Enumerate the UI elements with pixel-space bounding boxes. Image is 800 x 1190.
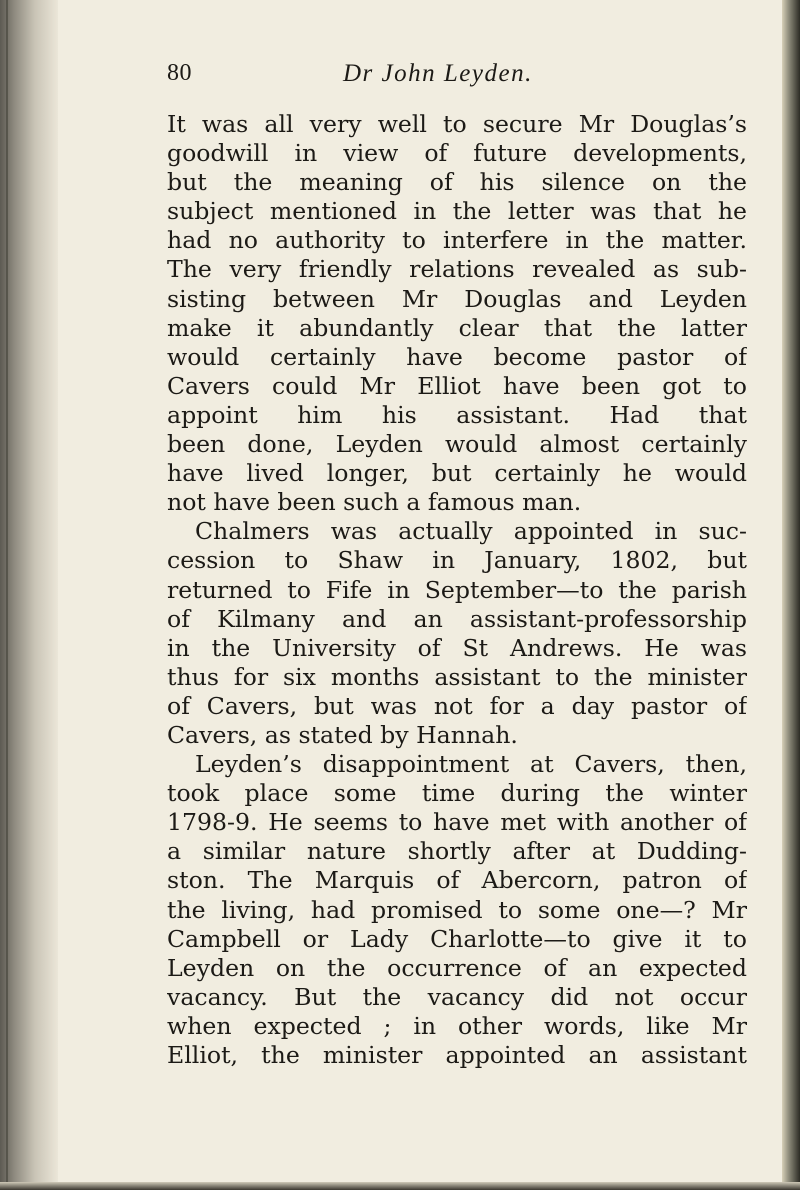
text-line: have lived longer, but certainly he would bbox=[167, 459, 747, 488]
text-line: been done, Leyden would almost certainly bbox=[167, 430, 747, 459]
page-number: 80 bbox=[167, 60, 192, 86]
page-gutter-shadow bbox=[0, 0, 58, 1190]
text-line: took place some time during the winter bbox=[167, 779, 747, 808]
text-line: make it abundantly clear that the latter bbox=[167, 313, 747, 342]
text-line: Elliot, the minister appointed an assistant bbox=[167, 1041, 747, 1069]
text-line: Leyden on the occurrence of an expected bbox=[167, 953, 747, 982]
text-line: had no authority to interfere in the matter. bbox=[167, 226, 747, 255]
text-line: goodwill in view of future developments, bbox=[167, 139, 747, 168]
text-line: sisting between Mr Douglas and Leyden bbox=[167, 284, 747, 313]
text-line: It was all very well to secure Mr Douglas’s bbox=[167, 110, 747, 138]
text-line: in the University of St Andrews. He was bbox=[167, 633, 747, 662]
text-line: of Kilmany and an assistant-professorship bbox=[167, 604, 747, 633]
text-line: ston. The Marquis of Abercorn, patron of bbox=[167, 866, 747, 895]
text-line: when expected ; in other words, like Mr bbox=[167, 1011, 747, 1040]
running-title: Dr John Leyden. bbox=[343, 60, 533, 87]
text-line: subject mentioned in the letter was that he bbox=[167, 197, 747, 226]
text-line: not have been such a famous man. bbox=[167, 488, 582, 517]
text-line: Cavers could Mr Elliot have been got to bbox=[167, 371, 747, 400]
text-line: thus for six months assistant to the minister bbox=[167, 662, 747, 691]
text-line: Campbell or Lady Charlotte—to give it to bbox=[167, 924, 747, 953]
text-line: but the meaning of his silence on the bbox=[167, 168, 747, 197]
text-line: a similar nature shortly after at Dudding- bbox=[167, 837, 747, 866]
text-line: returned to Fife in September—to the parish bbox=[167, 575, 747, 604]
page-edge-right bbox=[782, 0, 800, 1190]
text-line: appoint him his assistant. Had that bbox=[167, 400, 747, 429]
text-line: 1798-9. He seems to have met with another of bbox=[167, 808, 747, 837]
text-line: would certainly have become pastor of bbox=[167, 342, 747, 371]
text-line: Chalmers was actually appointed in suc- bbox=[195, 517, 747, 546]
running-header bbox=[167, 60, 747, 90]
text-line: vacancy. But the vacancy did not occur bbox=[167, 982, 747, 1011]
page-edge-bottom bbox=[0, 1182, 800, 1190]
text-line: the living, had promised to some one—? Mr bbox=[167, 895, 747, 924]
text-line: cession to Shaw in January, 1802, but bbox=[167, 546, 747, 575]
text-line: Leyden’s disappointment at Cavers, then, bbox=[195, 750, 747, 779]
text-line: Cavers, as stated by Hannah. bbox=[167, 720, 518, 749]
body-text bbox=[167, 110, 747, 1070]
text-line: The very friendly relations revealed as sub- bbox=[167, 255, 747, 284]
text-line: of Cavers, but was not for a day pastor of bbox=[167, 691, 747, 720]
